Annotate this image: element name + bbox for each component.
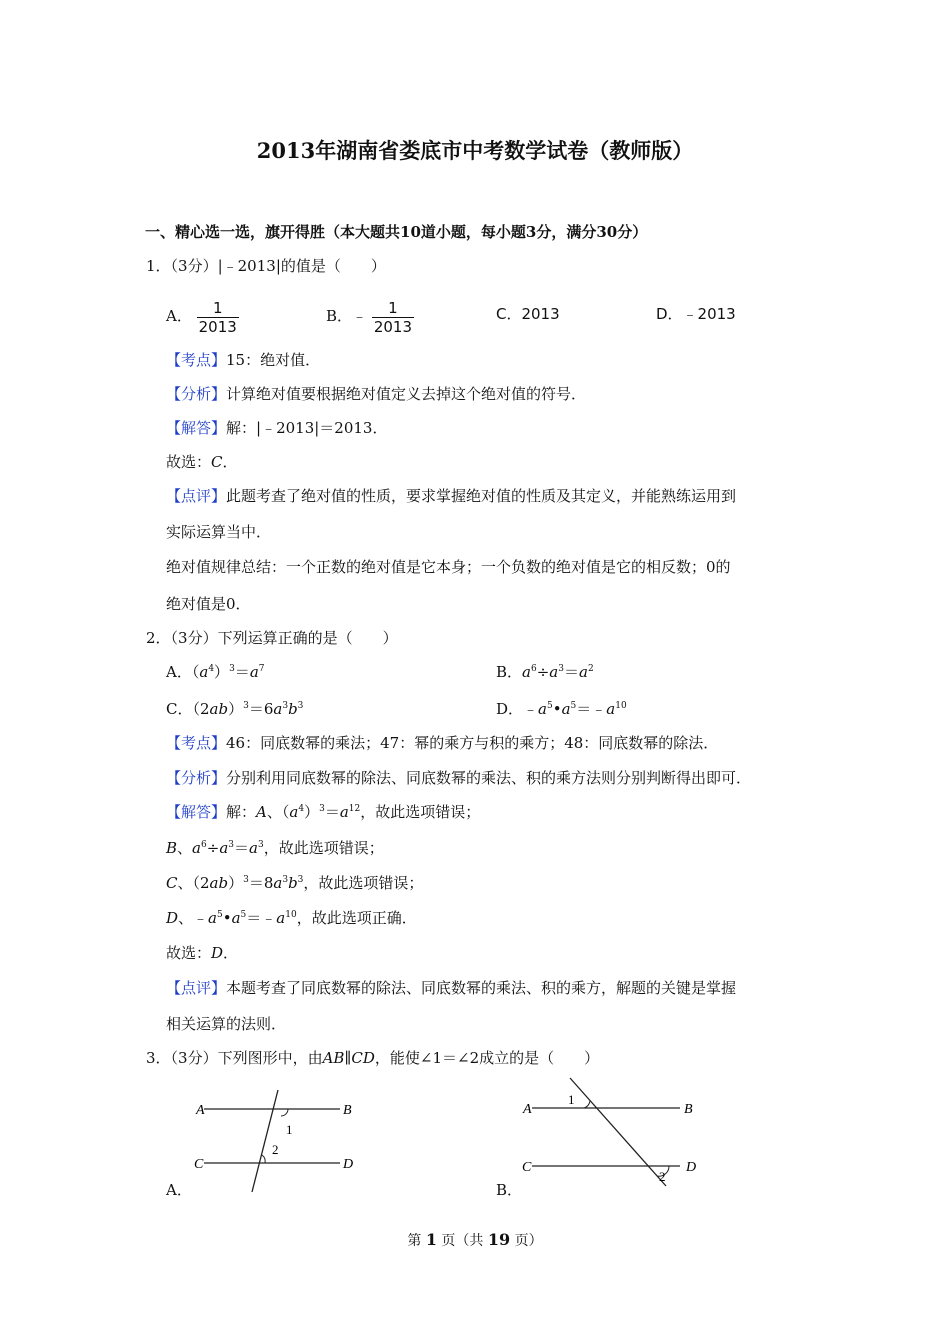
q3-option-b: B． xyxy=(496,1181,523,1199)
section-heading: 一、精心选一选，旗开得胜（本大题共10道小题，每小题3分，满分30分） xyxy=(145,223,648,241)
page-footer: 第 1 页（共 19 页） xyxy=(407,1230,543,1249)
fig-a-angle-2: 2 xyxy=(272,1142,279,1157)
q3-figure-a xyxy=(190,1090,370,1195)
q2-stem: 2．（3分）下列运算正确的是（ ） xyxy=(146,629,398,647)
fig-b-label-d: D xyxy=(686,1160,697,1175)
fig-a-label-b: B xyxy=(343,1103,352,1118)
fig-b-label-a: A xyxy=(523,1102,532,1117)
q2-kaodian: 【考点】46：同底数幂的乘法；47：幂的乘方与积的乘方；48：同底数幂的除法． xyxy=(166,734,719,752)
q3-figure-b xyxy=(518,1076,708,1194)
q2-fenxi: 【分析】分别利用同底数幂的除法、同底数幂的乘法、积的乘方法则分别判断得出即可． xyxy=(166,769,752,787)
page-total: 19 xyxy=(487,1230,511,1249)
q2-option-c: C．$(2ab)^3=6a^3b^3$ xyxy=(166,700,304,718)
fig-a-label-d: D xyxy=(343,1157,354,1172)
q1-dianping-line2: 实际运算当中． xyxy=(166,523,272,541)
q2-step-c: C、$(2ab)^3=8a^3b^3$，故此选项错误； xyxy=(166,874,424,892)
q2-answer: 故选：D． xyxy=(166,944,239,962)
page-title: 2013年湖南省娄底市中考数学试卷（教师版） xyxy=(256,138,694,163)
fig-a-angle-1: 1 xyxy=(286,1122,293,1137)
q1-dianping-line4: 绝对值是0． xyxy=(166,595,251,613)
q1-option-a: A． $\frac{1}{2013}$ xyxy=(166,298,237,336)
q2-dianping-line2: 相关运算的法则． xyxy=(166,1015,287,1033)
q1-fenxi: 【分析】计算绝对值要根据绝对值定义去掉这个绝对值的符号． xyxy=(166,385,587,403)
q1-jieda: 【解答】解：|﹣2013|＝2013． xyxy=(166,419,388,437)
q2-option-d: D．$﹣a^5•a^5=﹣a^{10}$ xyxy=(496,700,627,718)
q1-answer: 故选：C． xyxy=(166,453,238,471)
fig-b-label-c: C xyxy=(522,1160,532,1175)
fig-a-label-c: C xyxy=(194,1157,204,1172)
q1-fraction-b: $\frac{1}{2013}$ xyxy=(373,298,413,336)
fig-b-angle-1: 1 xyxy=(568,1092,575,1107)
fig-b-label-b: B xyxy=(684,1102,693,1117)
q1-dianping-line3: 绝对值规律总结：一个正数的绝对值是它本身；一个负数的绝对值是它的相反数；0的 xyxy=(166,558,731,576)
q1-fraction-a: $\frac{1}{2013}$ xyxy=(198,298,237,336)
fig-b-angle-2: 2 xyxy=(659,1169,666,1184)
q2-step-d: D、$﹣a^5•a^5=﹣a^{10}$，故此选项正确． xyxy=(166,909,417,927)
fig-a-label-a: A xyxy=(196,1103,205,1118)
q3-stem: 3．（3分）下列图形中，由AB∥CD，能使∠1＝∠2成立的是（ ） xyxy=(146,1049,600,1067)
q3-option-a: A． xyxy=(166,1181,192,1199)
q1-stem: 1．（3分）|﹣2013|的值是（ ） xyxy=(146,257,386,275)
q1-kaodian: 【考点】15：绝对值． xyxy=(166,351,321,369)
q1-dianping: 【点评】此题考查了绝对值的性质，要求掌握绝对值的性质及其定义，并能熟练运用到 xyxy=(166,487,737,505)
q2-option-a: A．$(a^4)^3=a^7$ xyxy=(166,663,265,681)
q2-jieda: 【解答】解：A、$(a^4)^3=a^{12}$，故此选项错误； xyxy=(166,803,481,821)
q2-step-b: B、$a^6\div a^3=a^3$，故此选项错误； xyxy=(166,839,384,857)
page-number: 1 xyxy=(425,1230,437,1249)
q2-option-b: B．$a^6\div a^3=a^2$ xyxy=(496,663,594,681)
q2-dianping: 【点评】本题考查了同底数幂的除法、同底数幂的乘法、积的乘方，解题的关键是掌握 xyxy=(166,979,737,997)
q1-option-c: C．2013 xyxy=(496,305,560,323)
q1-option-b: B．﹣ $\frac{1}{2013}$ xyxy=(326,298,413,336)
q1-option-d: D．﹣2013 xyxy=(656,305,736,323)
